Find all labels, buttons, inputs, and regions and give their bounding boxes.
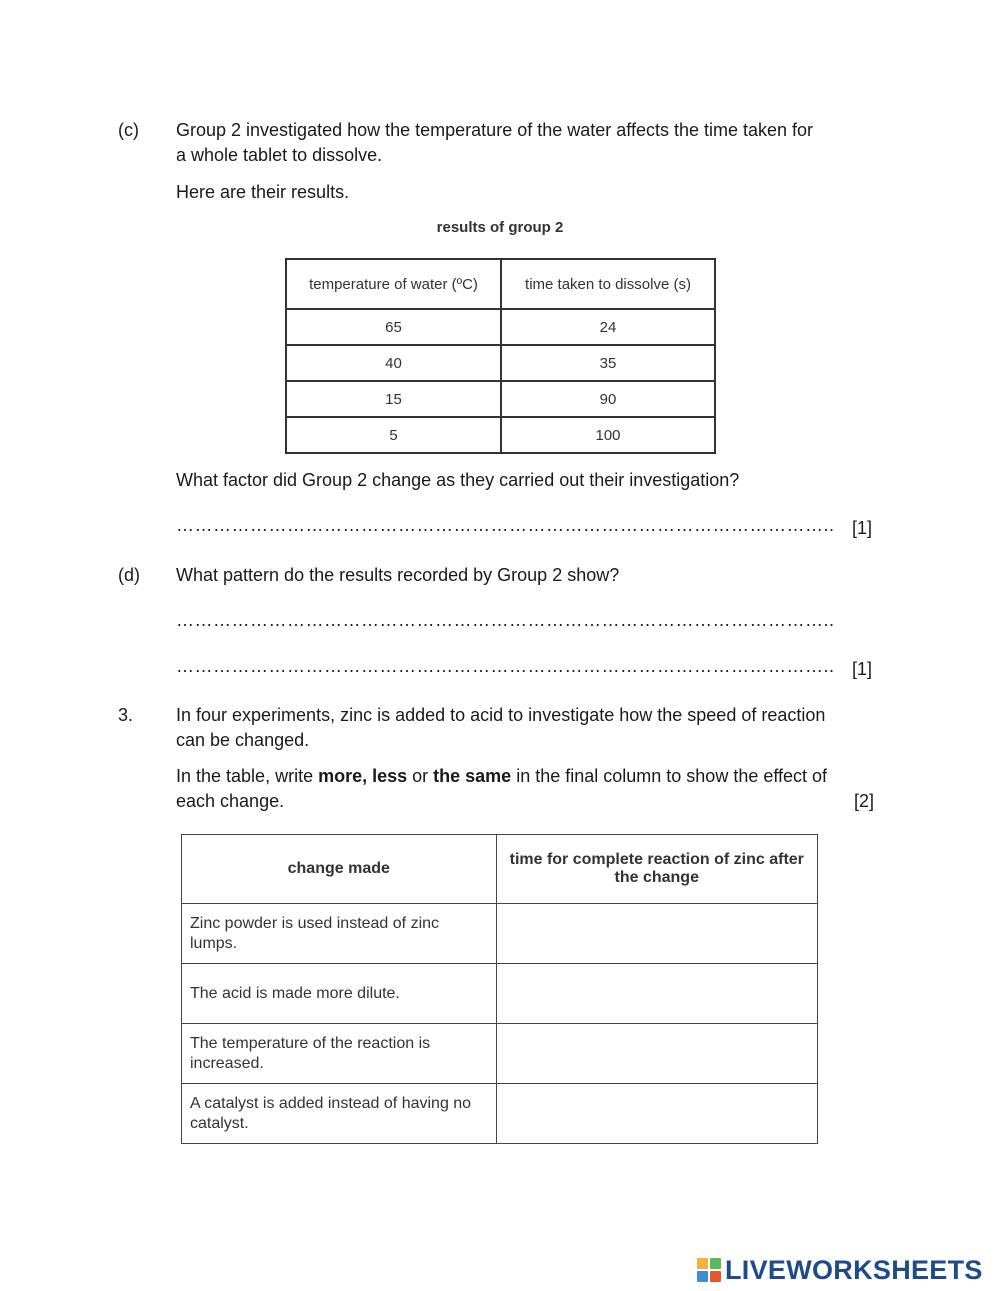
instruction-bold-same: the same [433, 766, 512, 786]
instruction-prefix: In the table, write [176, 766, 319, 786]
results-cell: 65 [286, 309, 501, 345]
table-row [286, 417, 715, 453]
marks-c: [1] [852, 518, 873, 538]
answer-line-c[interactable]: …………………………………………………………………………………………….. [176, 515, 835, 535]
results-header-temperature: temperature of water (ºC) [286, 259, 501, 309]
liveworksheets-logo-icon [697, 1258, 721, 1282]
results-cell: 5 [286, 417, 501, 453]
results-table-caption: results of group 2 [436, 219, 564, 236]
answer-cell[interactable] [496, 904, 817, 964]
table-row [286, 381, 715, 417]
change-cell: The temperature of the reaction is increased. [182, 1024, 497, 1084]
question-3-instruction [176, 764, 886, 789]
table-row [286, 345, 715, 381]
question-3-label: 3. [118, 705, 134, 725]
question-c-text-line1: Group 2 investigated how the temperature of the water affects the time taken for [176, 120, 814, 140]
table-row [182, 964, 818, 1024]
instruction-mid: or [407, 766, 434, 786]
results-table-header-row [286, 259, 715, 309]
logo-square [710, 1271, 721, 1282]
change-cell: A catalyst is added instead of having no catalyst. [182, 1084, 497, 1144]
zinc-header-time: time for complete reaction of zinc after the change [496, 835, 817, 904]
results-cell: 35 [501, 345, 715, 381]
results-cell: 90 [501, 381, 715, 417]
results-table [285, 258, 716, 454]
table-row [286, 309, 715, 345]
results-cell: 100 [501, 417, 715, 453]
question-3-instruction-line2: each change. [176, 791, 285, 811]
question-c-prompt: What factor did Group 2 change as they carried out their investigation? [176, 470, 740, 490]
question-d-prompt: What pattern do the results recorded by Group 2 show? [176, 565, 620, 585]
results-cell: 24 [501, 309, 715, 345]
liveworksheets-brand [697, 1255, 983, 1285]
table-row [182, 1024, 818, 1084]
logo-square [697, 1258, 708, 1269]
zinc-header-change: change made [182, 835, 497, 904]
brand-name: LIVEWORKSHEETS [725, 1254, 983, 1285]
logo-square [697, 1271, 708, 1282]
logo-square [710, 1258, 721, 1269]
table-row [182, 904, 818, 964]
answer-line-d-2[interactable]: …………………………………………………………………………………………….. [176, 656, 835, 676]
question-3-text-line1: In four experiments, zinc is added to acid to investigate how the speed of reaction [176, 705, 826, 725]
change-cell: Zinc powder is used instead of zinc lumps. [182, 904, 497, 964]
change-cell: The acid is made more dilute. [182, 964, 497, 1024]
instruction-suffix: in the final column to show the effect of [511, 766, 828, 786]
question-c-text-line2: a whole tablet to dissolve. [176, 145, 383, 165]
question-c-label: (c) [118, 120, 139, 140]
table-row [182, 1084, 818, 1144]
question-d-label: (d) [118, 565, 140, 585]
zinc-reaction-table [181, 834, 818, 1144]
zinc-table-header-row [182, 835, 818, 904]
results-header-time: time taken to dissolve (s) [501, 259, 715, 309]
answer-cell[interactable] [496, 1084, 817, 1144]
marks-3: [2] [854, 791, 875, 811]
instruction-bold-more-less: more, less [318, 766, 408, 786]
answer-cell[interactable] [496, 1024, 817, 1084]
results-cell: 40 [286, 345, 501, 381]
marks-d: [1] [852, 659, 873, 679]
question-3-text-line2: can be changed. [176, 730, 310, 750]
results-cell: 15 [286, 381, 501, 417]
answer-line-d-1[interactable]: …………………………………………………………………………………………….. [176, 610, 835, 630]
answer-cell[interactable] [496, 964, 817, 1024]
results-intro: Here are their results. [176, 182, 350, 202]
